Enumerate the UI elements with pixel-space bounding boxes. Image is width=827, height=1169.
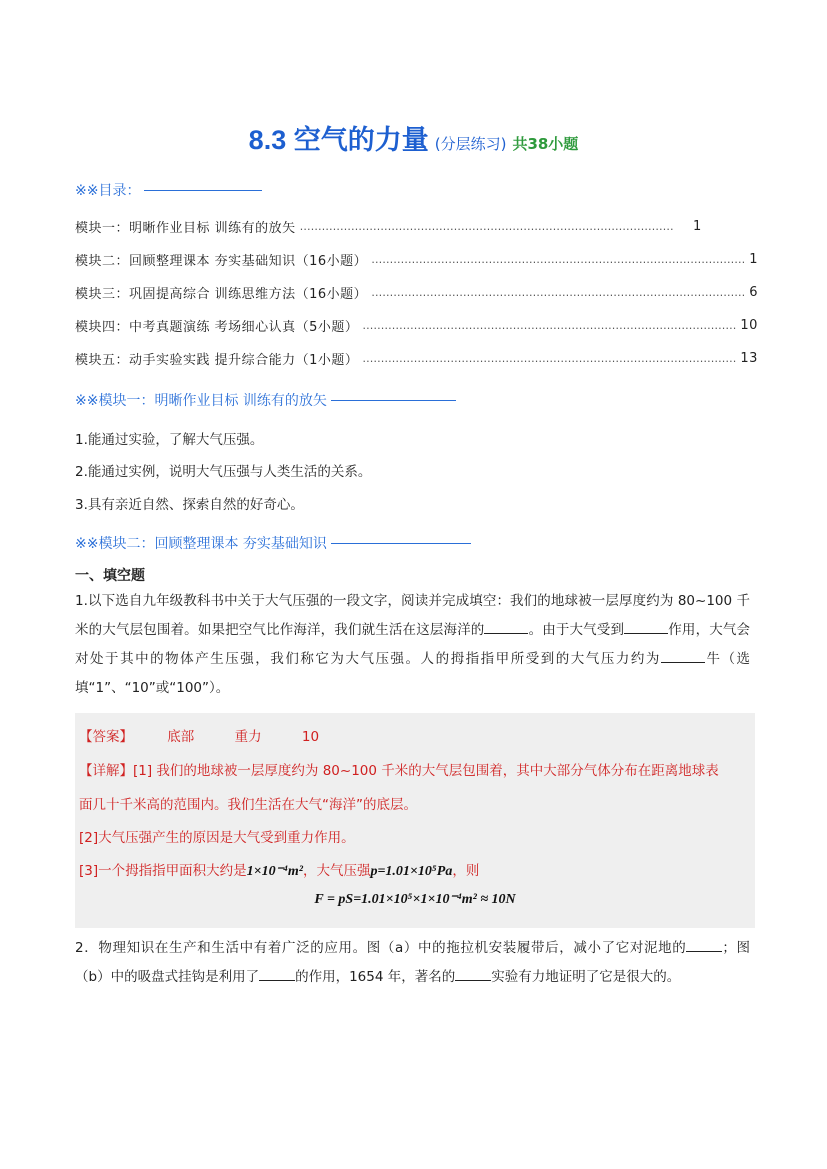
toc-item-page: 10 xyxy=(740,317,758,333)
answer-value: 底部 xyxy=(167,729,195,745)
toc-item-label: 模块一：明晰作业目标 训练有的放矢 xyxy=(75,220,296,236)
q2-text-3: 的作用，1654 年，著名的 xyxy=(295,969,456,985)
q2-text-4: 实验有力地证明了它是很大的。 xyxy=(491,969,681,985)
toc-item-page: 1 xyxy=(693,218,702,234)
toc-item[interactable] xyxy=(75,315,758,335)
goal-item: 1.能通过实验，了解大气压强。 xyxy=(75,432,264,448)
title-question-count: 共38小题 xyxy=(512,135,579,153)
toc-item[interactable] xyxy=(75,348,758,368)
detail-text: [1] 我们的地球被一层厚度约为 80~100 千米的大气层包围着，其中大部分气体分布在距离地球表 xyxy=(133,763,719,779)
goal-item: 3.具有亲近自然、探索自然的好奇心。 xyxy=(75,497,304,513)
answer-line xyxy=(79,725,319,745)
title-subtitle: (分层练习) xyxy=(434,135,507,153)
area-formula: 1×10⁻⁴m² xyxy=(246,864,303,879)
answer-tag: 【答案】 xyxy=(79,729,133,745)
q2-blank-1[interactable] xyxy=(686,937,722,952)
detail-line-3: [2]大气压强产生的原因是大气受到重力作用。 xyxy=(79,830,355,846)
q2-blank-3[interactable] xyxy=(455,966,491,981)
q1-blank-3[interactable] xyxy=(661,648,705,663)
toc-item-label: 模块四：中考真题演练 考场细心认真（5小题） xyxy=(75,319,359,335)
detail-line-4 xyxy=(79,859,479,880)
q1-text-1: 1.以下选自九年级教科书中关于大气压强的一段文字，阅读并完成填空：我们的地球被一层厚度约为 80~100 千米的大气层包围着。如果把空气比作海洋，我们就生活在这层海洋的 xyxy=(75,593,750,638)
module2-heading-rule xyxy=(331,543,471,544)
force-formula: F = pS=1.01×10⁵×1×10⁻⁴m² ≈ 10N xyxy=(314,892,516,907)
module2-heading xyxy=(75,533,471,553)
toc-item-dots: ………………………………………………………………………………………… xyxy=(362,351,737,365)
module1-heading-text: ※※模块一：明晰作业目标 训练有的放矢 xyxy=(75,393,327,409)
toc-item-label: 模块三：巩固提高综合 训练思维方法（16小题） xyxy=(75,286,368,302)
toc-heading-text: ※※目录： xyxy=(75,183,141,199)
goal-item: 2.能通过实例，说明大气压强与人类生活的关系。 xyxy=(75,464,372,480)
page-title xyxy=(0,118,827,157)
module2-heading-text: ※※模块二：回顾整理课本 夯实基础知识 xyxy=(75,536,327,552)
answer-value: 重力 xyxy=(234,729,262,745)
toc-item-label: 模块二：回顾整理课本 夯实基础知识（16小题） xyxy=(75,253,368,269)
q2-text-1: 2．物理知识在生产和生活中有着广泛的应用。图（a）中的拖拉机安装履带后，减小了它对泥地的 xyxy=(75,940,687,956)
toc-heading xyxy=(75,180,262,200)
q1-text-4: 牛（选填“1”、“10”或“100”）。 xyxy=(75,651,751,696)
toc-item[interactable] xyxy=(75,216,715,236)
question-1 xyxy=(75,587,750,703)
title-main: 8.3 空气的力量 xyxy=(248,125,429,155)
toc-item-page: 6 xyxy=(749,284,758,300)
q2-blank-2[interactable] xyxy=(259,966,295,981)
detail-line-2: 面几十千米高的范围内。我们生活在大气“海洋”的底层。 xyxy=(79,797,417,813)
toc-item-dots: ………………………………………………………………………………………… xyxy=(371,252,746,266)
question-2 xyxy=(75,934,750,992)
answer-box xyxy=(75,713,755,928)
q1-blank-2[interactable] xyxy=(624,619,668,634)
detail-tag: 【详解】 xyxy=(79,763,133,779)
detail-text: ，大气压强 xyxy=(302,863,371,879)
toc-item-label: 模块五：动手实验实践 提升综合能力（1小题） xyxy=(75,352,359,368)
toc-item-dots: ………………………………………………………………………………………… xyxy=(371,285,746,299)
detail-text: [3]一个拇指指甲面积大约是 xyxy=(79,863,247,879)
detail-text: ，则 xyxy=(452,863,480,879)
detail-line-1 xyxy=(79,759,719,779)
q1-text-2: 。由于大气受到 xyxy=(528,622,625,638)
toc-item[interactable] xyxy=(75,249,758,269)
q1-text-3: 作用，大气会对处于其中的物体产生压强，我们称它为大气压强。人的拇指指甲所受到的大气压力约为 xyxy=(75,622,751,667)
module1-heading-rule xyxy=(331,400,456,401)
q2-text-2: ；图（b）中的吸盘式挂钩是利用了 xyxy=(75,940,750,985)
pressure-formula: p=1.01×10⁵Pa xyxy=(370,864,453,879)
module1-heading xyxy=(75,390,456,410)
q1-blank-1[interactable] xyxy=(484,619,528,634)
toc-item[interactable] xyxy=(75,282,758,302)
section-fill-in-blank: 一、填空题 xyxy=(75,568,145,584)
toc-item-dots: ………………………………………………………………………………………… xyxy=(362,318,737,332)
toc-item-page: 1 xyxy=(749,251,758,267)
toc-item-page: 13 xyxy=(740,350,758,366)
toc-item-dots: ………………………………………………………………………………………… xyxy=(299,219,674,233)
answer-value: 10 xyxy=(301,729,320,745)
toc-heading-rule xyxy=(144,190,262,191)
